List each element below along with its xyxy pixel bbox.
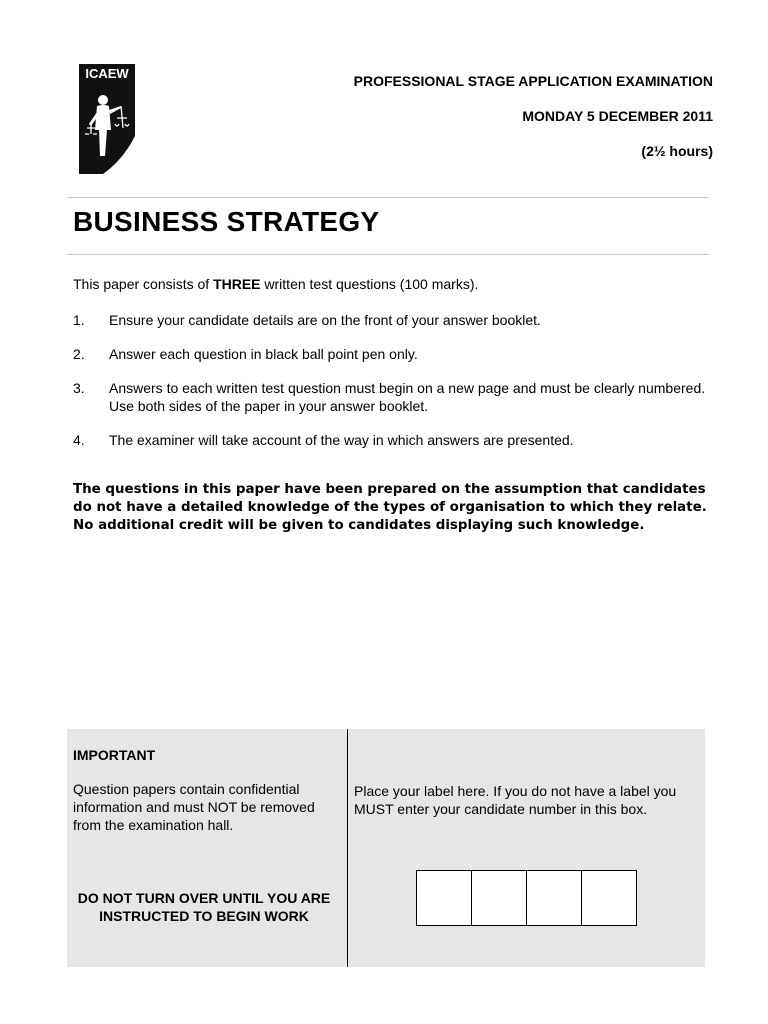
top-divider [67,197,709,198]
title-divider [67,254,709,255]
label-instructions: Place your label here. If you do not have a label you MUST enter your candidate number in this box. [354,783,677,817]
instruction-item [73,379,713,415]
paper-intro [73,276,713,292]
exam-name: PROFESSIONAL STAGE APPLICATION EXAMINATION [353,73,713,89]
important-title: IMPORTANT [73,747,156,763]
instruction-text: The examiner will take account of the way in which answers are presented. [109,432,574,448]
candidate-number-boxes [416,870,637,926]
box-divider [347,729,348,967]
candidate-number-cell[interactable] [582,871,636,925]
instruction-item [73,431,713,449]
candidate-number-cell[interactable] [472,871,527,925]
exam-header [354,72,713,177]
instruction-text: Ensure your candidate details are on the front of your answer booklet. [109,312,541,328]
important-section [73,746,335,834]
assumption-notice: The questions in this paper have been prepared on the assumption that candidates do not have a detailed knowledge of the types of organisation to which they relate. No additional credit will be given to candidates displaying such knowledge. [73,482,707,533]
instruction-number: 3. [73,380,85,396]
instruction-item [73,311,713,329]
intro-before: This paper consists of [73,276,214,292]
important-box [67,729,705,967]
instruction-item [73,345,713,363]
logo-text: ICAEW [85,66,129,81]
candidate-number-cell[interactable] [417,871,472,925]
instructions-list [73,311,713,465]
exam-duration: (2½ hours) [641,143,713,159]
paper-title: BUSINESS STRATEGY [73,206,380,237]
instruction-text: Answers to each written test question must begin on a new page and must be clearly numbered. Use both sides of the paper in your answer booklet. [109,380,706,414]
instruction-number: 4. [73,432,85,448]
important-text: Question papers contain confidential information and must NOT be removed from the examination hall. [73,781,315,833]
instruction-number: 1. [73,312,85,328]
instruction-text: Answer each question in black ball point pen only. [109,346,418,362]
do-not-turn-warning: DO NOT TURN OVER UNTIL YOU ARE INSTRUCTED TO BEGIN WORK [77,890,331,924]
instruction-number: 2. [73,346,85,362]
exam-date: MONDAY 5 DECEMBER 2011 [522,108,713,124]
candidate-number-cell[interactable] [527,871,582,925]
icaew-logo [67,44,143,180]
intro-after: written test questions (100 marks). [260,276,479,292]
intro-emphasis: THREE [213,276,261,292]
